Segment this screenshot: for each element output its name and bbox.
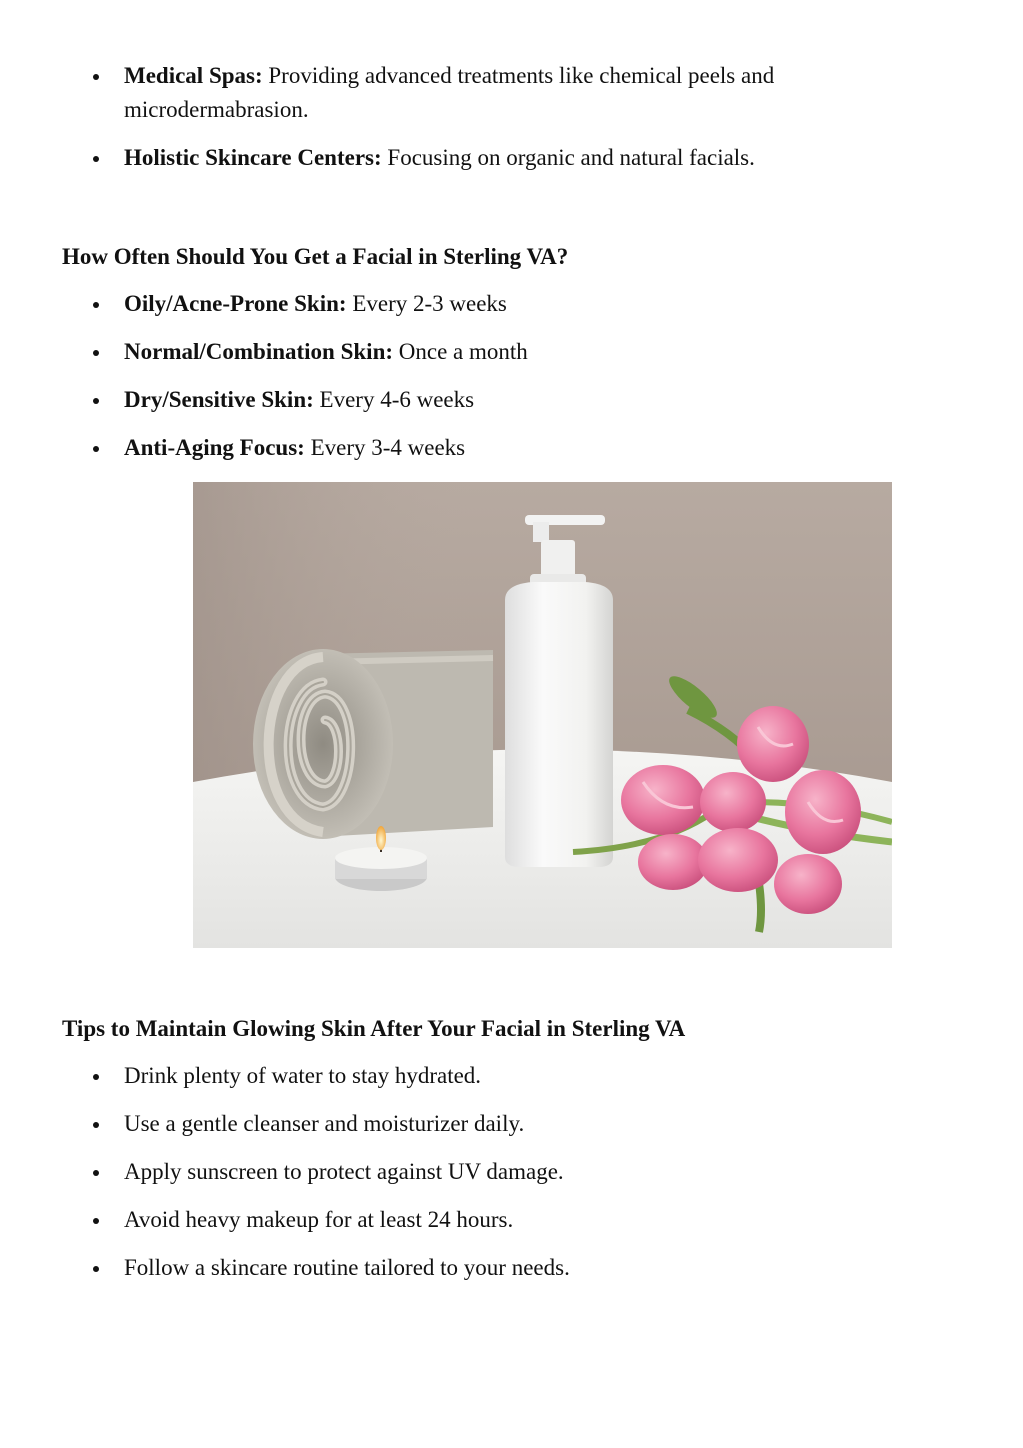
item-label: Normal/Combination Skin: [124, 339, 394, 364]
bullet-icon [93, 302, 99, 308]
spa-photo-illustration [193, 482, 892, 948]
spa-photo [193, 482, 892, 948]
item-text: Once a month [393, 339, 528, 364]
frequency-list [0, 287, 1023, 465]
list-item [0, 1203, 1023, 1237]
item-text: Focusing on organic and natural facials. [381, 145, 755, 170]
item-label: Anti-Aging Focus: [124, 435, 305, 460]
list-item [0, 141, 1023, 175]
item-text: Drink plenty of water to stay hydrated. [124, 1063, 482, 1088]
tips-list [0, 1059, 1023, 1285]
item-text: Every 3-4 weeks [304, 435, 466, 460]
rolled-towel [253, 649, 493, 839]
list-item [0, 1059, 1023, 1093]
bullet-icon [93, 1218, 99, 1224]
list-item [0, 335, 1023, 369]
item-label: Dry/Sensitive Skin: [124, 387, 314, 412]
bullet-icon [93, 398, 99, 404]
item-label: Oily/Acne-Prone Skin: [124, 291, 347, 316]
item-text: Use a gentle cleanser and moisturizer daily. [124, 1111, 525, 1136]
item-text: Follow a skincare routine tailored to your needs. [124, 1255, 570, 1280]
item-label: Medical Spas: [124, 63, 263, 88]
bullet-icon [93, 1266, 99, 1272]
bullet-icon [93, 74, 99, 80]
list-item [0, 431, 1023, 465]
item-text: Providing advanced treatments like chemical peels and microdermabrasion. [124, 63, 775, 122]
list-item [0, 287, 1023, 321]
list-item [0, 59, 1023, 127]
item-text: Every 2-3 weeks [346, 291, 507, 316]
list-item [0, 383, 1023, 417]
item-text: Every 4-6 weeks [313, 387, 475, 412]
bullet-icon [93, 1074, 99, 1080]
list-item [0, 1107, 1023, 1141]
list-item [0, 1155, 1023, 1189]
section-heading-tips: Tips to Maintain Glowing Skin After Your Facial in Sterling VA [62, 1016, 686, 1041]
spa-types-list [0, 59, 1023, 175]
item-label: Holistic Skincare Centers: [124, 145, 382, 170]
item-text: Apply sunscreen to protect against UV damage. [124, 1159, 564, 1184]
bullet-icon [93, 1170, 99, 1176]
item-text: Avoid heavy makeup for at least 24 hours. [124, 1207, 514, 1232]
bullet-icon [93, 446, 99, 452]
list-item [0, 1251, 1023, 1285]
bullet-icon [93, 1122, 99, 1128]
bullet-icon [93, 156, 99, 162]
section-heading-frequency: How Often Should You Get a Facial in Sterling VA? [62, 244, 569, 269]
bullet-icon [93, 350, 99, 356]
